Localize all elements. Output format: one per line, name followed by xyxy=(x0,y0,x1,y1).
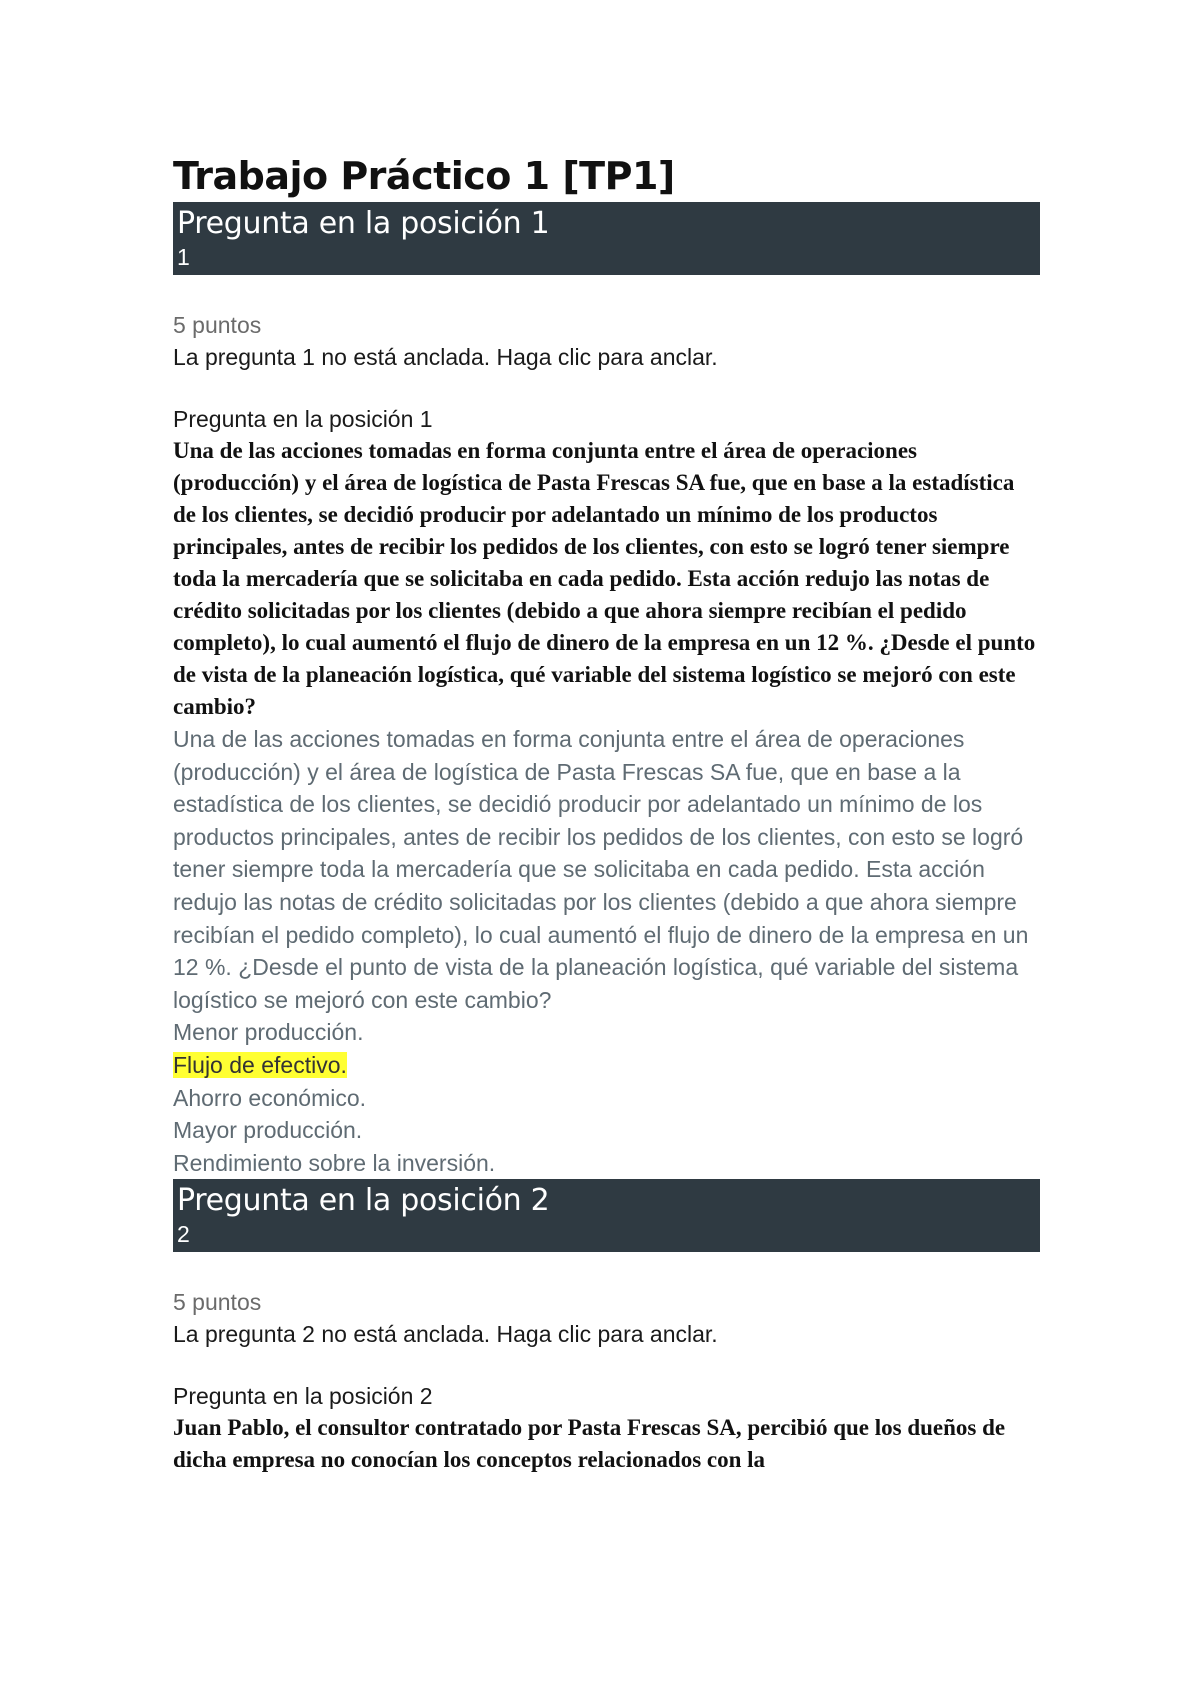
answer-option[interactable]: Ahorro económico. xyxy=(173,1084,367,1111)
page-title: Trabajo Práctico 1 [TP1] xyxy=(173,154,675,198)
question-header-title: Pregunta en la posición 2 xyxy=(177,1183,550,1219)
question-points: 5 puntos xyxy=(173,1289,262,1316)
answer-option[interactable]: Mayor producción. xyxy=(173,1117,363,1144)
answer-option[interactable]: Menor producción. xyxy=(173,1019,364,1046)
question-text-bold: Una de las acciones tomadas en forma conjunta entre el área de operaciones (producción) y el área de logística de Pasta Frescas SA fue, que en base a la estadística de los clientes, se decidió producir por adelantado un mínimo de los productos principales, antes de recibir los pedidos de los clientes, con esto se logró tener siempre toda la mercadería que se solicitaba en cada pedido. Esta acción redujo las notas de crédito solicitadas por los clientes (debido a que ahora siempre recibían el pedido completo), lo cual aumentó el flujo de dinero de la empresa en un 12 %. ¿Desde el punto de vista de la planeación logística, qué variable del sistema logístico se mejoró con este cambio? xyxy=(173,438,1036,719)
answer-option[interactable]: Rendimiento sobre la inversión. xyxy=(173,1149,496,1176)
question-text: Una de las acciones tomadas en forma conjunta entre el área de operaciones (producción) y el área de logística de Pasta Frescas SA fue, que en base a la estadística de los clientes, se decidió producir por adelantado un mínimo de los productos principales, antes de recibir los pedidos de los clientes, con esto se logró tener siempre toda la mercadería que se solicitaba en cada pedido. Esta acción redujo las notas de crédito solicitadas por los clientes (debido a que ahora siempre recibían el pedido completo), lo cual aumentó el flujo de dinero de la empresa en un 12 %. ¿Desde el punto de vista de la planeación logística, qué variable del sistema logístico se mejoró con este cambio? xyxy=(173,726,1029,1013)
answer-option-selected[interactable]: Flujo de efectivo. xyxy=(173,1051,347,1078)
question-text-bold: Juan Pablo, el consultor contratado por Pasta Frescas SA, percibió que los dueños de dicha empresa no conocían los conceptos relacionados con la xyxy=(173,1415,1006,1473)
question-header-title: Pregunta en la posición 1 xyxy=(177,206,550,241)
question-number: 2 xyxy=(177,1221,190,1248)
answer-options xyxy=(173,1016,1040,1179)
document-page xyxy=(173,150,1040,1476)
question-label: Pregunta en la posición 2 xyxy=(173,1383,433,1410)
question-number: 1 xyxy=(177,244,190,270)
question-2-header xyxy=(173,1179,1040,1252)
anchor-question-link[interactable]: La pregunta 1 no está anclada. Haga clic para anclar. xyxy=(173,344,718,370)
question-points: 5 puntos xyxy=(173,312,262,338)
question-label: Pregunta en la posición 1 xyxy=(173,406,433,432)
question-1-header xyxy=(173,202,1040,275)
anchor-question-link[interactable]: La pregunta 2 no está anclada. Haga clic para anclar. xyxy=(173,1321,718,1348)
